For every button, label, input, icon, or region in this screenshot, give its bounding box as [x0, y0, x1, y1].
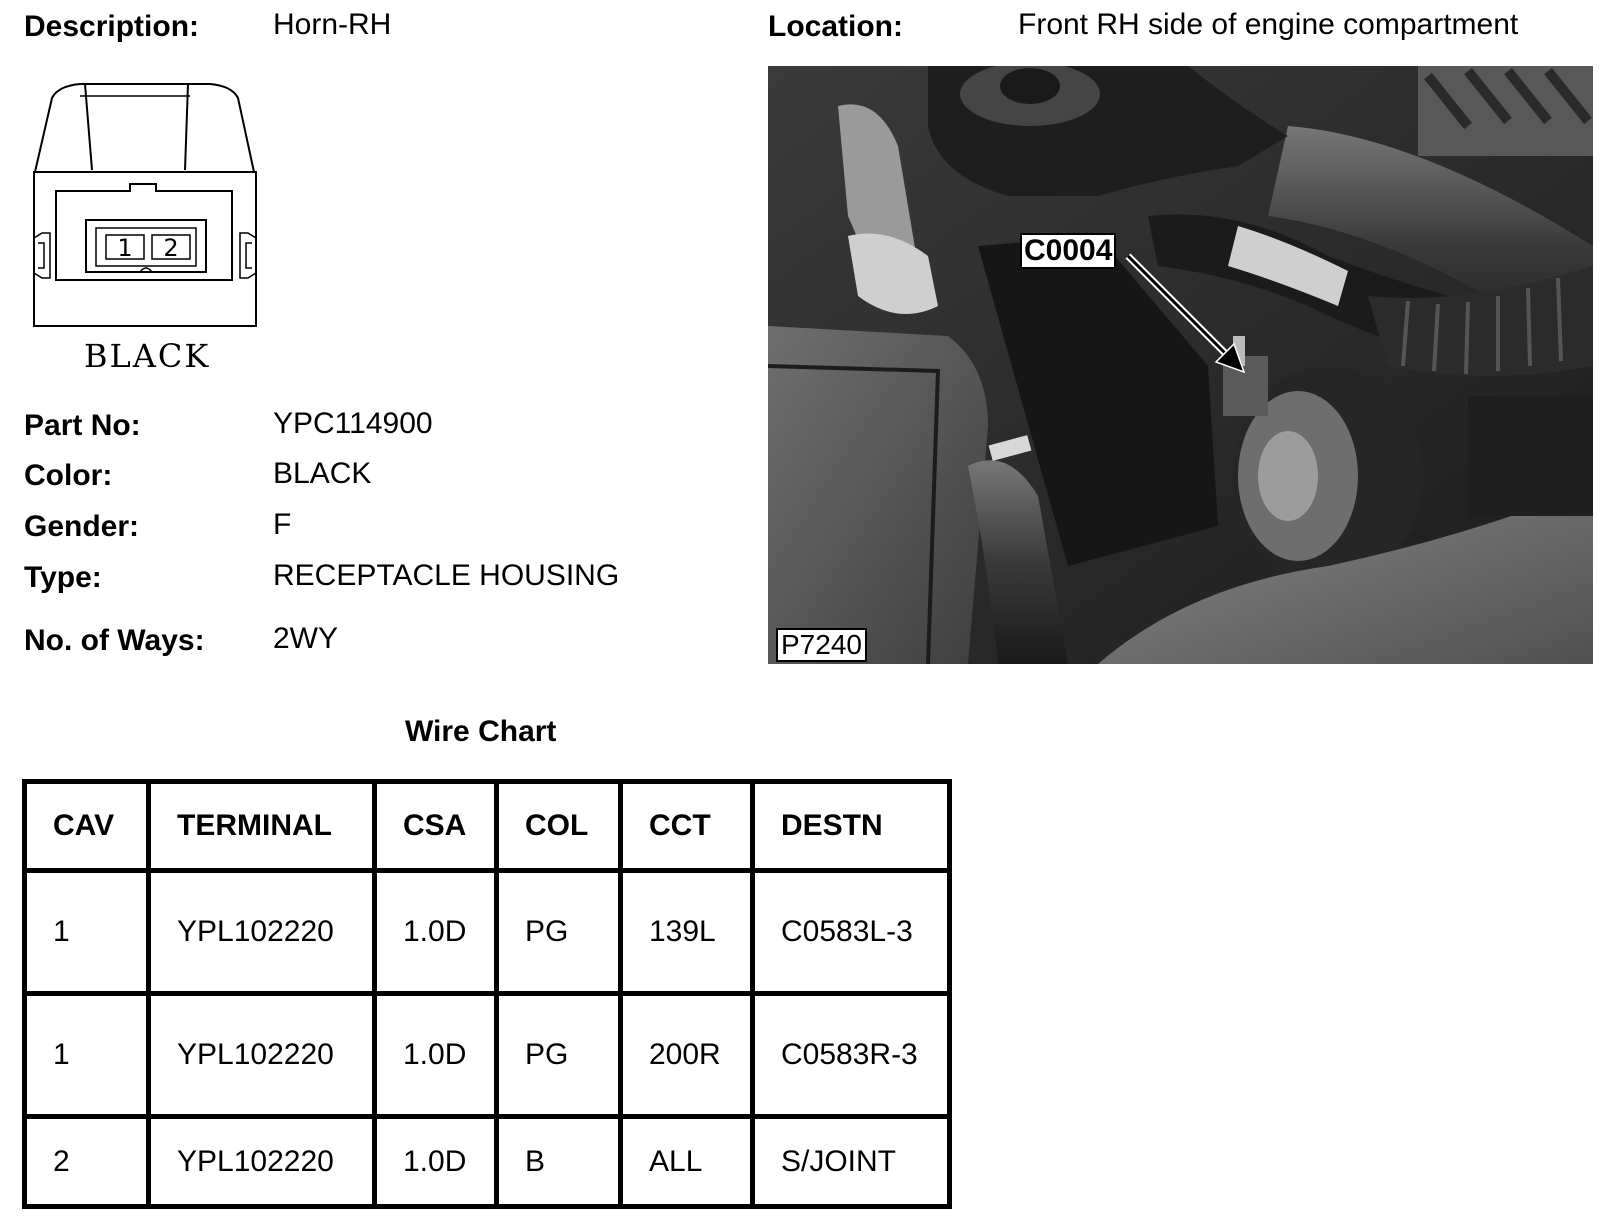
cell-cav: 1 [25, 871, 149, 994]
cell-cct: 200R [621, 994, 753, 1117]
cell-col: B [497, 1117, 621, 1207]
table-header-row [25, 782, 950, 871]
cell-cct: 139L [621, 871, 753, 994]
cell-destn [753, 1117, 950, 1207]
connector-diagram [30, 78, 260, 378]
part-no-label: Part No: [24, 409, 141, 442]
table-row [25, 871, 950, 994]
column-header-col: COL [497, 782, 621, 871]
cell-terminal: YPL102220 [149, 871, 375, 994]
cell-terminal: YPL102220 [149, 994, 375, 1117]
cell-destn [753, 994, 950, 1117]
column-header-destn: DESTN [753, 782, 950, 871]
location-label: Location: [768, 10, 903, 43]
connector-callout-label: C0004 [1020, 233, 1116, 269]
cell-csa: 1.0D [375, 994, 497, 1117]
table-row [25, 1117, 950, 1207]
description-label: Description: [24, 10, 200, 43]
destn-text: C0583R-3 [781, 1038, 918, 1071]
column-header-cct: CCT [621, 782, 753, 871]
cell-cct: ALL [621, 1117, 753, 1207]
column-header-terminal: TERMINAL [149, 782, 375, 871]
cell-csa: 1.0D [375, 1117, 497, 1207]
cell-cav: 1 [25, 994, 149, 1117]
column-header-csa: CSA [375, 782, 497, 871]
description-value: Horn-RH [273, 8, 392, 41]
wire-chart-table [22, 779, 952, 1209]
cell-col: PG [497, 994, 621, 1117]
ways-label: No. of Ways: [24, 624, 205, 657]
cavity-2-number: 2 [163, 234, 179, 262]
photo-reference-label: P7240 [776, 628, 867, 662]
cell-col: PG [497, 871, 621, 994]
column-header-cav: CAV [25, 782, 149, 871]
connector-color-label: BLACK [84, 337, 211, 375]
ways-value: 2WY [273, 622, 339, 655]
part-no-value: YPC114900 [273, 407, 433, 440]
location-photo [768, 66, 1593, 664]
cavity-1-number: 1 [117, 234, 133, 262]
cell-destn [753, 871, 950, 994]
cell-csa: 1.0D [375, 871, 497, 994]
wire-chart-title: Wire Chart [405, 715, 557, 748]
type-label: Type: [24, 561, 102, 594]
color-value: BLACK [273, 457, 372, 490]
gender-value: F [273, 508, 292, 541]
table-row [25, 994, 950, 1117]
cell-terminal: YPL102220 [149, 1117, 375, 1207]
destn-text: C0583L-3 [781, 915, 913, 948]
type-value: RECEPTACLE HOUSING [273, 559, 620, 592]
gender-label: Gender: [24, 510, 140, 543]
cell-cav: 2 [25, 1117, 149, 1207]
destn-text: S/JOINT [781, 1144, 897, 1178]
location-value: Front RH side of engine compartment [1018, 8, 1519, 41]
color-label: Color: [24, 459, 113, 492]
